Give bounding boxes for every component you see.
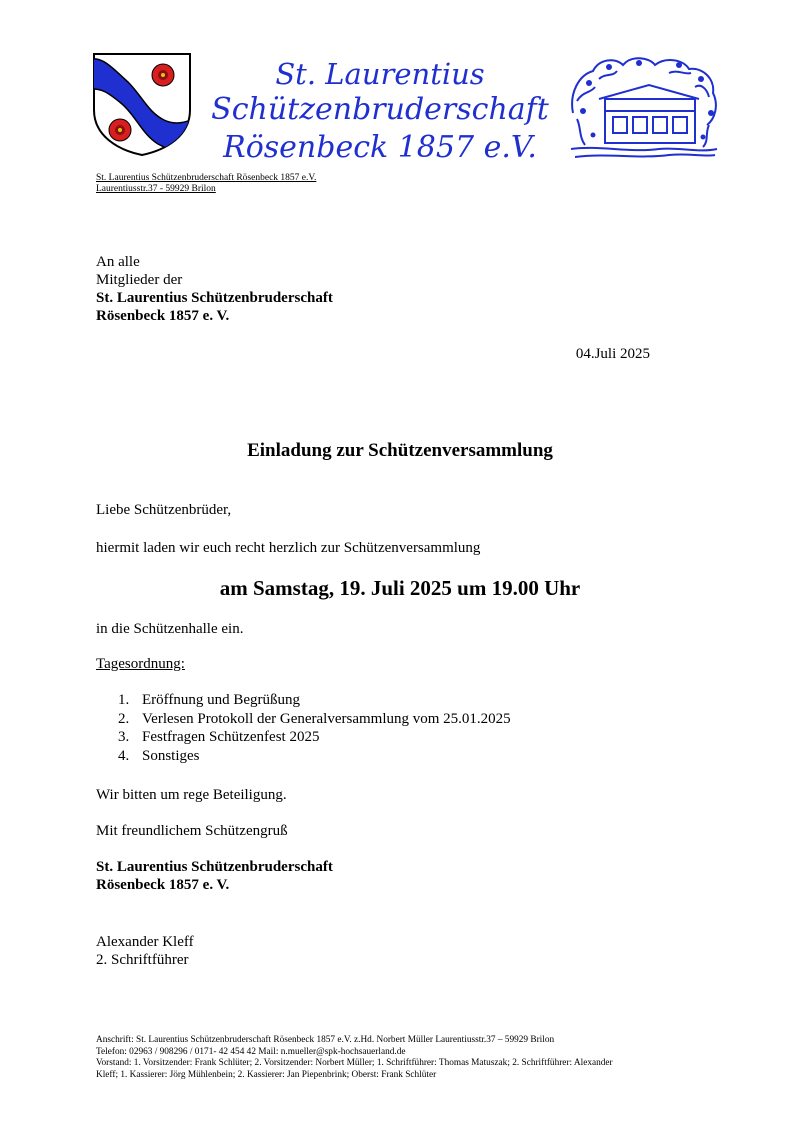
footer bbox=[96, 1035, 716, 1081]
recipient-line-3: St. Laurentius Schützenbruderschaft bbox=[96, 290, 333, 306]
rose-icon bbox=[109, 119, 131, 141]
signature-role: 2. Schriftführer bbox=[96, 952, 189, 968]
event-date: am Samstag, 19. Juli 2025 um 19.00 Uhr bbox=[219, 576, 581, 600]
sender-address bbox=[96, 173, 316, 195]
org-title-line-3: Rösenbeck 1857 e.V. bbox=[223, 130, 537, 165]
request-text: Wir bitten um rege Beteiligung. bbox=[96, 787, 287, 803]
coat-of-arms-icon bbox=[92, 52, 192, 156]
footer-contact: Telefon: 02963 / 908296 / 0171- 42 454 42 Mail: n.mueller@spk-hochsauerland.de bbox=[96, 1046, 406, 1057]
recipient-block bbox=[96, 253, 333, 325]
agenda-list bbox=[118, 691, 511, 765]
list-item: 2. Verlesen Protokoll der Generalversammlung vom 25.01.2025 bbox=[118, 710, 511, 727]
footer-address: Anschrift: St. Laurentius Schützenbruderschaft Rösenbeck 1857 e.V. z.Hd. Norbert Müller Laurentiusstr.37 – 59929 Brilon bbox=[96, 1035, 555, 1045]
recipient-line-4: Rösenbeck 1857 e. V. bbox=[96, 308, 230, 324]
sender-line-1: St. Laurentius Schützenbruderschaft Rösenbeck 1857 e.V. bbox=[96, 173, 317, 183]
shooting-hall-drawing-icon bbox=[569, 53, 719, 161]
recipient-line-2: Mitglieder der bbox=[96, 272, 183, 288]
signature-name: Alexander Kleff bbox=[96, 934, 194, 950]
letter-heading: Einladung zur Schützenversammlung bbox=[247, 440, 553, 461]
location-text: in die Schützenhalle ein. bbox=[96, 621, 244, 637]
org-title-line-2: Schützenbruderschaft bbox=[211, 92, 549, 127]
list-item: 4. Sonstiges bbox=[118, 747, 200, 764]
intro-text: hiermit laden wir euch recht herzlich zur Schützenversammlung bbox=[96, 540, 481, 556]
footer-board-1: Vorstand: 1. Vorsitzender: Frank Schlüter; 2. Vorsitzender: Norbert Müller; 1. Schriftführer: Thomas Matuszak; 2. Schriftführer: Alexander bbox=[96, 1058, 613, 1068]
list-item: 1. Eröffnung und Begrüßung bbox=[118, 692, 301, 708]
list-item: 3. Festfragen Schützenfest 2025 bbox=[118, 729, 320, 745]
org-title-line-1: St. Laurentius bbox=[275, 57, 485, 91]
signature-org-1: St. Laurentius Schützenbruderschaft bbox=[96, 859, 333, 875]
recipient-line-1: An alle bbox=[96, 254, 140, 270]
signature-org-2: Rösenbeck 1857 e. V. bbox=[96, 877, 230, 893]
letter-date: 04.Juli 2025 bbox=[575, 346, 650, 362]
salutation: Liebe Schützenbrüder, bbox=[96, 502, 232, 518]
sender-line-2: Laurentiusstr.37 - 59929 Brilon bbox=[96, 184, 216, 194]
rose-icon bbox=[152, 64, 174, 86]
closing-text: Mit freundlichem Schützengruß bbox=[96, 823, 288, 839]
agenda-title: Tagesordnung: bbox=[96, 656, 185, 672]
footer-board-2: Kleff; 1. Kassierer: Jörg Mühlenbein; 2. Kassierer: Jan Piepenbrink; Oberst: Frank Schlüter bbox=[96, 1069, 437, 1080]
